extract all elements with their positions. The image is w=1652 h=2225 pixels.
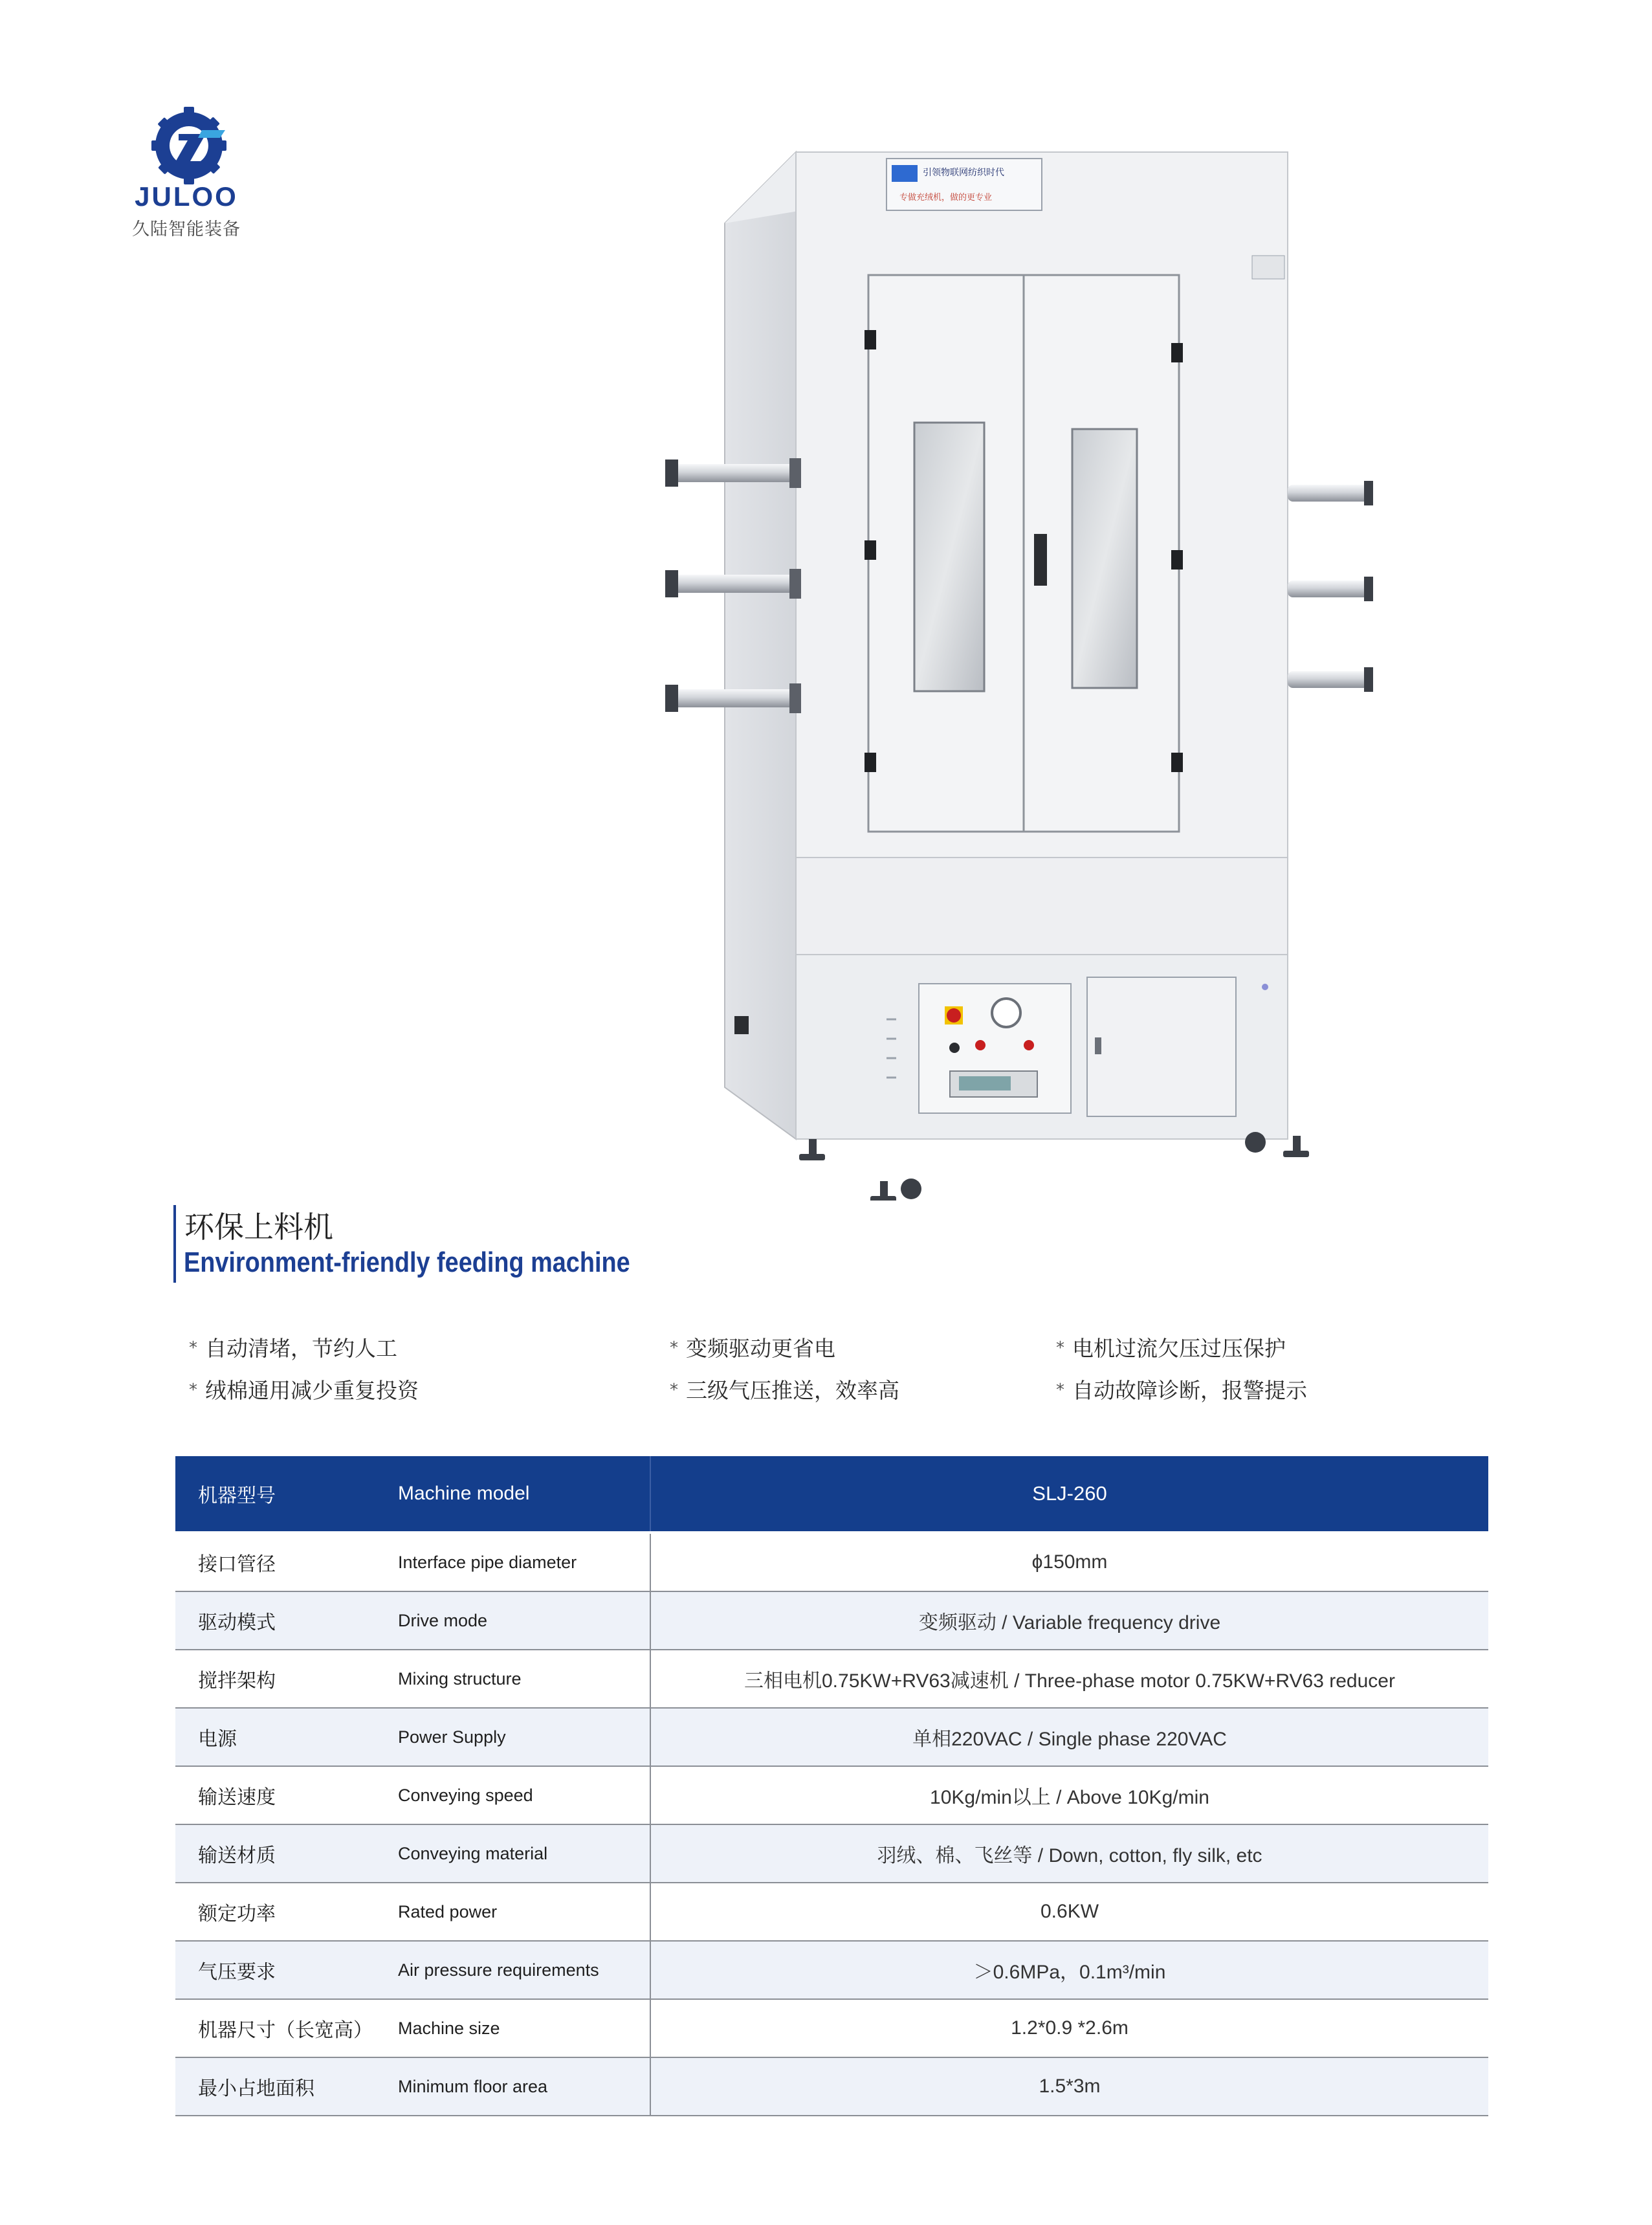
row-label-en: Interface pipe diameter xyxy=(398,1552,577,1572)
row-value: 10Kg/min以上 / Above 10Kg/min xyxy=(930,1787,1209,1808)
row-label-cn: 电源 xyxy=(198,1728,237,1751)
row-label-cn: 输送速度 xyxy=(198,1786,276,1809)
row-label-en: Machine size xyxy=(398,2018,500,2038)
row-label-cn: 额定功率 xyxy=(198,1903,276,1925)
table-row xyxy=(175,1650,1488,1709)
row-label-cn: 最小占地面积 xyxy=(198,2077,314,2100)
row-label-cn: 气压要求 xyxy=(198,1961,276,1984)
table-row xyxy=(175,2000,1488,2058)
feature-item: * 变频驱动更省电 xyxy=(670,1336,835,1361)
heading-accent-bar xyxy=(173,1205,176,1283)
row-label-cn: 搅拌架构 xyxy=(198,1670,276,1692)
row-value: 变频驱动 / Variable frequency drive xyxy=(918,1612,1221,1633)
spec-table xyxy=(175,1456,1488,2116)
row-value: ＞0.6MPa，0.1m³/min xyxy=(973,1962,1166,1983)
row-label-en: Power Supply xyxy=(398,1727,506,1747)
brand-name-cn: 久陆智能装备 xyxy=(132,219,241,239)
svg-text:引领物联网纺织时代: 引领物联网纺织时代 xyxy=(923,168,1004,178)
svg-text:专做充绒机，做的更专业: 专做充绒机，做的更专业 xyxy=(899,193,993,203)
row-label-en: Rated power xyxy=(398,1901,498,1921)
table-row xyxy=(175,1767,1488,1825)
product-title-cn: 环保上料机 xyxy=(184,1210,333,1245)
feature-item: * 绒棉通用减少重复投资 xyxy=(189,1378,419,1403)
table-row xyxy=(175,1592,1488,1650)
row-label-cn: 输送材质 xyxy=(198,1844,276,1867)
row-value: 羽绒、棉、飞丝等 / Down, cotton, fly silk, etc xyxy=(877,1845,1262,1866)
feature-item: * 自动清堵，节约人工 xyxy=(189,1336,397,1361)
row-label-en: Conveying material xyxy=(398,1843,548,1863)
row-value: ϕ150mm xyxy=(1031,1551,1108,1573)
row-label-cn: 机器尺寸（长宽高） xyxy=(198,2019,373,2042)
feature-item: * 三级气压推送，效率高 xyxy=(670,1378,899,1403)
row-label-cn: 驱动模式 xyxy=(198,1611,276,1634)
row-value: 0.6KW xyxy=(1040,1901,1099,1922)
feature-item: * 自动故障诊断，报警提示 xyxy=(1056,1378,1307,1403)
row-value: 1.2*0.9 *2.6m xyxy=(1011,2017,1129,2039)
row-label-en: Mixing structure xyxy=(398,1668,522,1688)
table-row xyxy=(175,2058,1488,2116)
feeding-machine-image xyxy=(641,146,1385,1201)
row-label-en: Drive mode xyxy=(398,1610,488,1630)
table-row xyxy=(175,1709,1488,1767)
juloo-logo-icon xyxy=(142,107,236,188)
row-label-cn: 接口管径 xyxy=(198,1553,276,1576)
row-label-en: Minimum floor area xyxy=(398,2076,548,2096)
row-value: 三相电机0.75KW+RV63减速机 / Three-phase motor 0.75KW+RV63 reducer xyxy=(744,1670,1395,1692)
row-label-en: Conveying speed xyxy=(398,1785,533,1805)
row-value: 1.5*3m xyxy=(1039,2076,1101,2097)
feature-item: * 电机过流欠压过压保护 xyxy=(1056,1336,1286,1361)
product-title-en: Environment-friendly feeding machine xyxy=(184,1246,630,1278)
table-row xyxy=(175,1942,1488,2000)
row-value: 单相220VAC / Single phase 220VAC xyxy=(912,1729,1227,1750)
table-row xyxy=(175,1534,1488,1592)
spec-table-header xyxy=(175,1456,1488,1531)
header-label-en: Machine model xyxy=(398,1483,530,1504)
header-value: SLJ-260 xyxy=(1032,1482,1107,1505)
brand-name: JULOO xyxy=(135,181,238,212)
header-label-cn: 机器型号 xyxy=(198,1485,276,1507)
table-row xyxy=(175,1883,1488,1942)
table-row xyxy=(175,1825,1488,1883)
row-label-en: Air pressure requirements xyxy=(398,1960,599,1980)
